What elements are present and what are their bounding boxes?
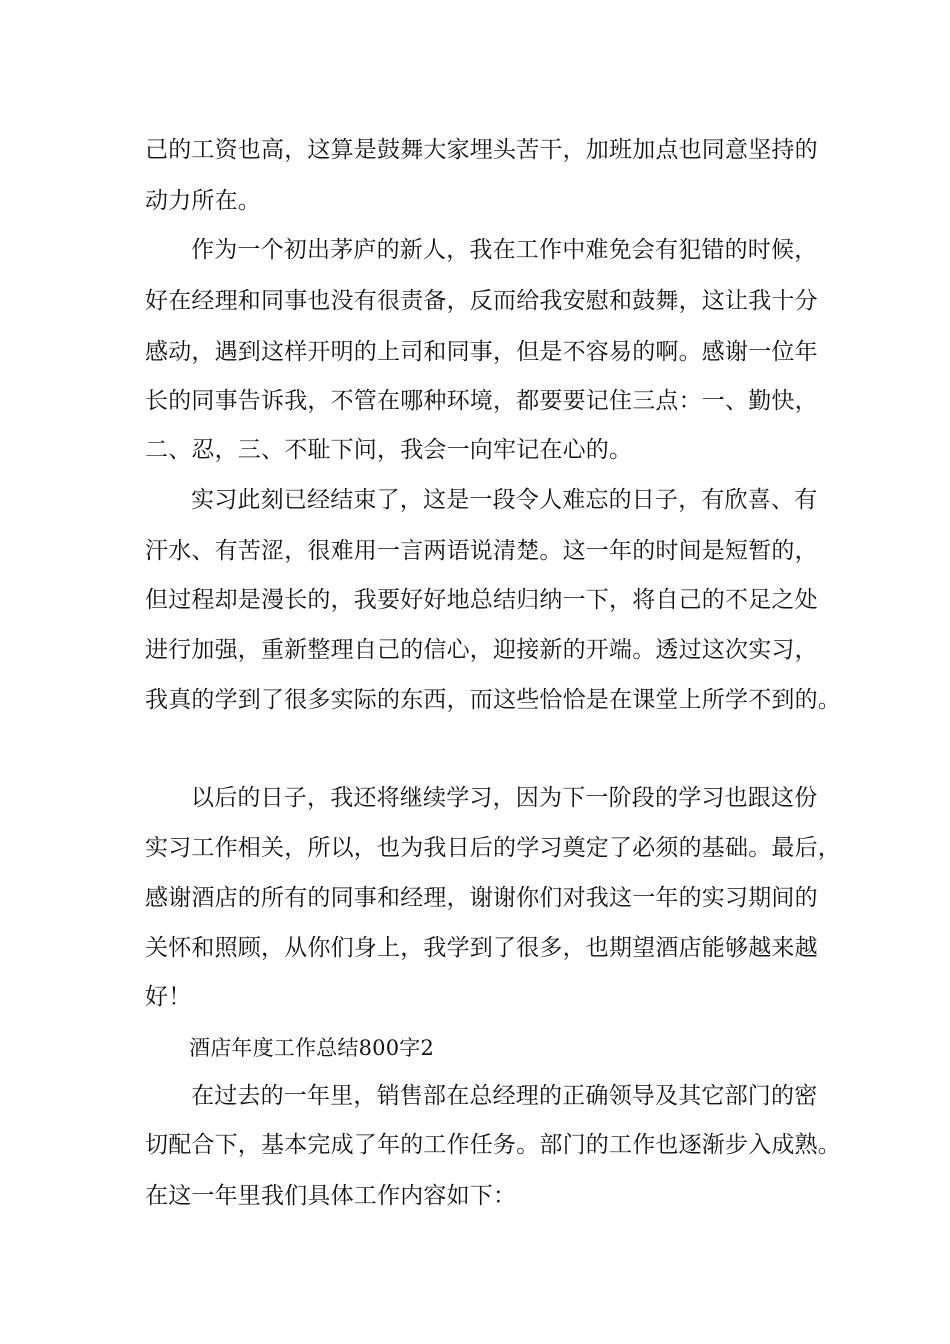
paragraph-2-line-2: 好在经理和同事也没有很责备，反而给我安慰和鼓舞，这让我十分 — [145, 288, 818, 314]
paragraph-3-line-1: 实习此刻已经结束了，这是一段令人难忘的日子，有欣喜、有 — [191, 487, 818, 513]
paragraph-3-line-2: 汗水、有苦涩，很难用一言两语说清楚。这一年的时间是短暂的， — [145, 538, 818, 564]
paragraph-6-line-1: 在过去的一年里，销售部在总经理的正确领导及其它部门的密 — [191, 1083, 818, 1109]
section-heading: 酒店年度工作总结800字2 — [189, 1036, 435, 1060]
paragraph-4-line-4: 关怀和照顾，从你们身上，我学到了很多，也期望酒店能够越来越 — [145, 935, 818, 961]
paragraph-2-line-3: 感动，遇到这样开明的上司和同事，但是不容易的啊。感谢一位年 — [145, 339, 818, 365]
paragraph-4-line-3: 感谢酒店的所有的同事和经理，谢谢你们对我这一年的实习期间的 — [145, 885, 818, 911]
paragraph-1-line-1: 己的工资也高，这算是鼓舞大家埋头苦干，加班加点也同意坚持的 — [145, 137, 818, 163]
paragraph-3-line-3: 但过程却是漫长的，我要好好地总结归纳一下，将自己的不足之处 — [145, 587, 818, 613]
paragraph-4-line-2: 实习工作相关，所以，也为我日后的学习奠定了必须的基础。最后， — [145, 835, 841, 861]
paragraph-3-line-4: 进行加强，重新整理自己的信心，迎接新的开端。透过这次实习， — [145, 637, 818, 663]
paragraph-2-line-4: 长的同事告诉我，不管在哪种环境，都要要记住三点：一、勤快， — [145, 388, 818, 414]
paragraph-4-line-1: 以后的日子，我还将继续学习，因为下一阶段的学习也跟这份 — [191, 785, 818, 811]
paragraph-2-line-5: 二、忍，三、不耻下问，我会一向牢记在心的。 — [145, 437, 633, 463]
paragraph-6-line-3: 在这一年里我们具体工作内容如下： — [145, 1183, 517, 1209]
paragraph-3-line-5: 我真的学到了很多实际的东西，而这些恰恰是在课堂上所学不到的。 — [145, 687, 841, 713]
paragraph-2-line-1: 作为一个初出茅庐的新人，我在工作中难免会有犯错的时候， — [191, 237, 818, 263]
paragraph-6-line-2: 切配合下，基本完成了年的工作任务。部门的工作也逐渐步入成熟。 — [145, 1132, 841, 1158]
paragraph-4-line-5: 好！ — [145, 984, 192, 1010]
paragraph-1-line-2: 动力所在。 — [145, 188, 261, 214]
